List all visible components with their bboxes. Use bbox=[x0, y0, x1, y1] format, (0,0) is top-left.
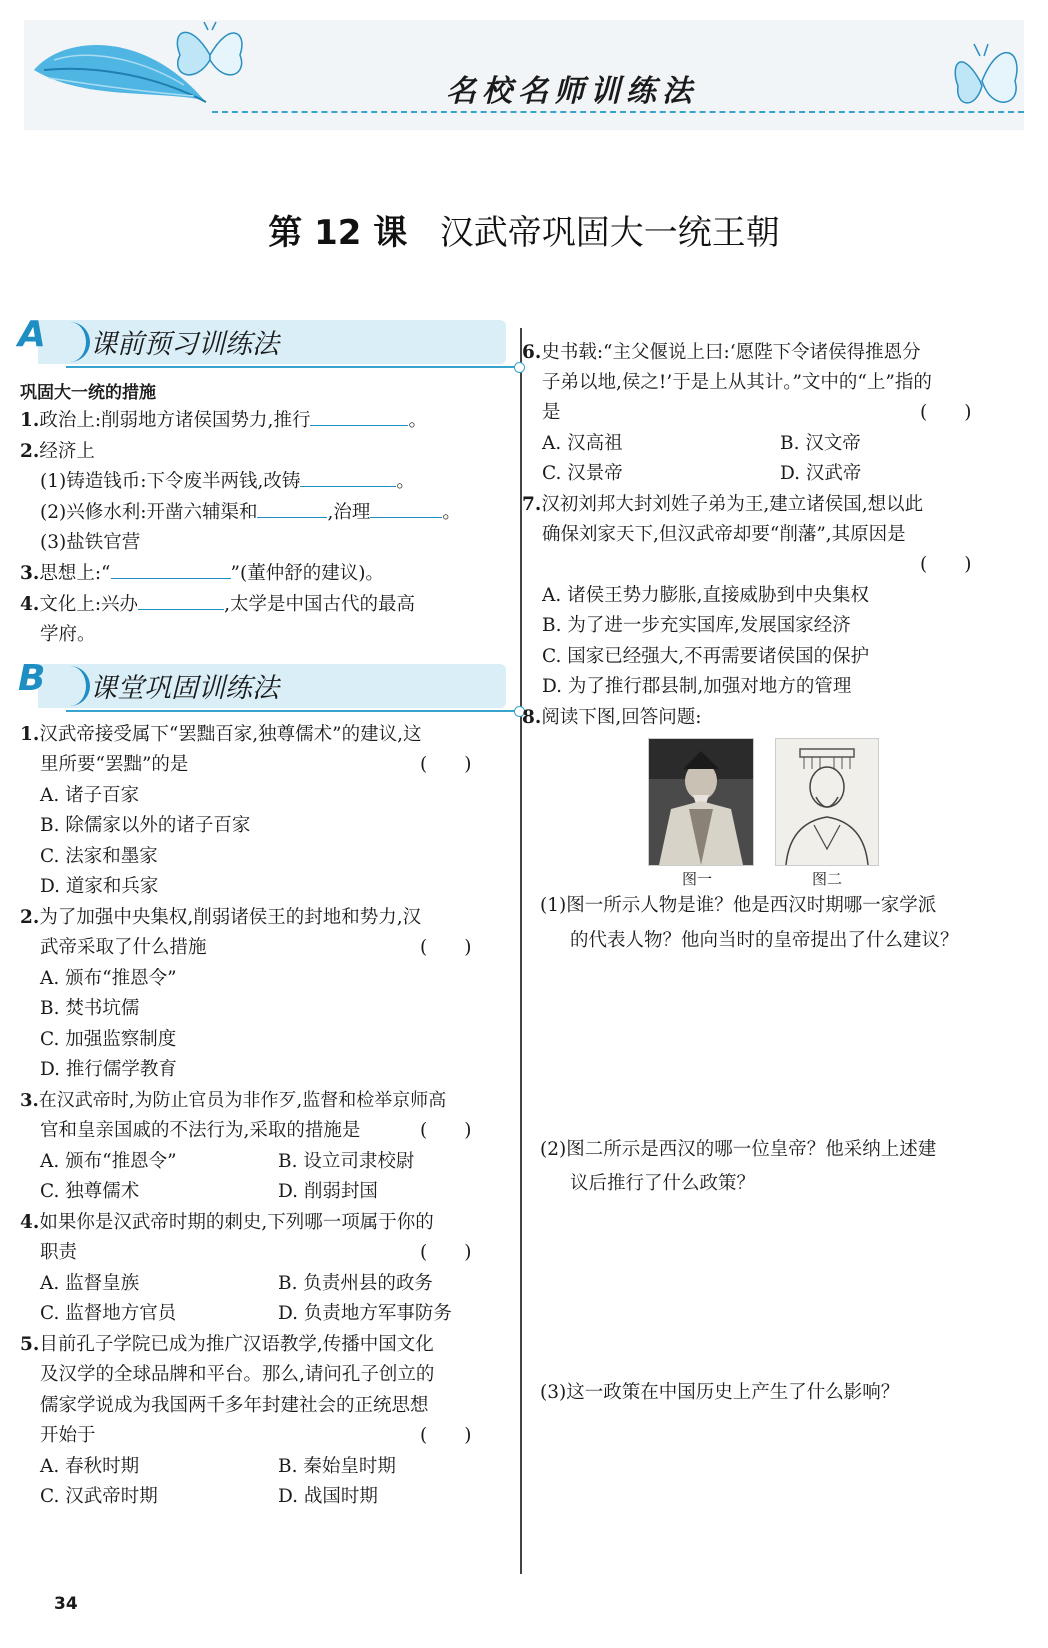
list-item: (1)铸造钱币:下令废半两钱,改铸 。 bbox=[40, 466, 415, 498]
question-text: 武帝采取了什么措施 bbox=[40, 937, 207, 958]
option[interactable]: B. 汉文帝 bbox=[780, 433, 861, 454]
answer-blank[interactable] bbox=[111, 558, 231, 579]
answer-paren[interactable]: ( ) bbox=[420, 1425, 472, 1446]
page-number: 34 bbox=[54, 1594, 78, 1614]
sub-question: (2)图二所示是西汉的哪一位皇帝？他采纳上述建 bbox=[540, 1139, 937, 1160]
section-a-subhead: 巩固大一统的措施 bbox=[20, 383, 156, 403]
list-item: 1.政治上:削弱地方诸侯国势力,推行 。 bbox=[20, 405, 427, 437]
butterfly-icon bbox=[170, 20, 250, 90]
list-item: (3)盐铁官营 bbox=[40, 532, 141, 553]
question-text: 里所要“罢黜”的是 bbox=[40, 754, 189, 775]
figure-caption: 图二 bbox=[812, 870, 843, 888]
question-text: 儒家学说成为我国两千多年封建社会的正统思想 bbox=[40, 1395, 429, 1416]
answer-paren[interactable]: ( ) bbox=[420, 754, 472, 775]
question-text: 8.阅读下图,回答问题: bbox=[522, 707, 702, 728]
answer-paren[interactable]: ( ) bbox=[920, 402, 972, 423]
answer-blank[interactable] bbox=[257, 497, 327, 518]
answer-paren[interactable]: ( ) bbox=[420, 1242, 472, 1263]
answer-paren[interactable]: ( ) bbox=[420, 937, 472, 958]
section-a-title: 课前预习训练法 bbox=[90, 329, 279, 360]
option[interactable]: B. 除儒家以外的诸子百家 bbox=[40, 815, 251, 836]
option[interactable]: D. 负责地方军事防务 bbox=[278, 1303, 452, 1324]
option[interactable]: A. 春秋时期 bbox=[40, 1456, 140, 1477]
option[interactable]: C. 监督地方官员 bbox=[40, 1303, 177, 1324]
section-a-letter: A bbox=[18, 314, 46, 355]
sub-question: 的代表人物？他向当时的皇帝提出了什么建议？ bbox=[570, 930, 959, 951]
question-text: 4.如果你是汉武帝时期的刺史,下列哪一项属于你的 bbox=[20, 1212, 434, 1233]
series-title: 名校名师训练法 bbox=[446, 74, 698, 109]
answer-blank[interactable] bbox=[310, 405, 408, 426]
option[interactable]: A. 诸侯王势力膨胀,直接威胁到中央集权 bbox=[542, 585, 870, 606]
option[interactable]: D. 战国时期 bbox=[278, 1486, 378, 1507]
option[interactable]: C. 国家已经强大,不再需要诸侯国的保护 bbox=[542, 646, 870, 667]
option[interactable]: D. 推行儒学教育 bbox=[40, 1059, 177, 1080]
option[interactable]: D. 削弱封国 bbox=[278, 1181, 378, 1202]
option[interactable]: A. 汉高祖 bbox=[542, 433, 623, 454]
banner-divider bbox=[212, 111, 1024, 113]
option[interactable]: B. 秦始皇时期 bbox=[278, 1456, 396, 1477]
question-text: 5.目前孔子学院已成为推广汉语教学,传播中国文化 bbox=[20, 1334, 434, 1355]
option[interactable]: C. 法家和墨家 bbox=[40, 846, 158, 867]
question-text: 3.在汉武帝时,为防止官员为非作歹,监督和检举京师高 bbox=[20, 1090, 447, 1111]
question-text: 2.为了加强中央集权,削弱诸侯王的封地和势力,汉 bbox=[20, 907, 422, 928]
option[interactable]: A. 颁布“推恩令” bbox=[40, 968, 177, 989]
answer-blank[interactable] bbox=[300, 466, 396, 487]
sub-question: 议后推行了什么政策？ bbox=[570, 1173, 756, 1194]
list-item: 4.文化上:兴办 ,太学是中国古代的最高 bbox=[20, 589, 415, 621]
option[interactable]: D. 为了推行郡县制,加强对地方的管理 bbox=[542, 676, 852, 697]
portrait-dong-zhongshu-image bbox=[648, 738, 754, 866]
option[interactable]: D. 汉武帝 bbox=[780, 463, 862, 484]
option[interactable]: B. 负责州县的政务 bbox=[278, 1273, 433, 1294]
option[interactable]: B. 为了进一步充实国库,发展国家经济 bbox=[542, 615, 851, 636]
option[interactable]: B. 焚书坑儒 bbox=[40, 998, 140, 1019]
question-text: 1.汉武帝接受属下“罢黜百家,独尊儒术”的建议,这 bbox=[20, 724, 422, 745]
option[interactable]: C. 独尊儒术 bbox=[40, 1181, 140, 1202]
lesson-number: 第 12 课 bbox=[268, 213, 408, 253]
question-text: 确保刘家天下,但汉武帝却要“削藩”,其原因是 bbox=[542, 524, 906, 545]
list-item: 2.经济上 bbox=[20, 441, 95, 462]
answer-blank[interactable] bbox=[138, 589, 224, 610]
answer-paren[interactable]: ( ) bbox=[920, 554, 972, 575]
option[interactable]: A. 监督皇族 bbox=[40, 1273, 140, 1294]
sub-question: (3)这一政策在中国历史上产生了什么影响？ bbox=[540, 1382, 900, 1403]
list-item: (2)兴修水利:开凿六辅渠和 ,治理 。 bbox=[40, 497, 461, 529]
section-b-title: 课堂巩固训练法 bbox=[90, 673, 279, 704]
option[interactable]: C. 汉武帝时期 bbox=[40, 1486, 158, 1507]
question-text: 7.汉初刘邦大封刘姓子弟为王,建立诸侯国,想以此 bbox=[522, 494, 924, 515]
question-text: 6.史书载:“主父偃说上曰:‘愿陛下令诸侯得推恩分 bbox=[522, 342, 921, 363]
section-b-header bbox=[18, 660, 506, 716]
option[interactable]: C. 加强监察制度 bbox=[40, 1029, 177, 1050]
answer-paren[interactable]: ( ) bbox=[420, 1120, 472, 1141]
figure-caption: 图一 bbox=[682, 870, 713, 888]
question-text: 官和皇亲国戚的不法行为,采取的措施是 bbox=[40, 1120, 361, 1141]
question-text: 开始于 bbox=[40, 1425, 96, 1446]
question-text: 及汉学的全球品牌和平台。那么,请问孔子创立的 bbox=[40, 1364, 435, 1385]
option[interactable]: D. 道家和兵家 bbox=[40, 876, 159, 897]
option[interactable]: B. 设立司隶校尉 bbox=[278, 1151, 415, 1172]
lesson-title bbox=[0, 205, 1048, 254]
option[interactable]: C. 汉景帝 bbox=[542, 463, 623, 484]
lesson-name: 汉武帝巩固大一统王朝 bbox=[439, 213, 780, 253]
question-text: 子弟以地,侯之!’于是上从其计。”文中的“上”指的 bbox=[542, 372, 932, 393]
option[interactable]: A. 诸子百家 bbox=[40, 785, 140, 806]
question-text: 职责 bbox=[40, 1242, 78, 1263]
butterfly-icon bbox=[950, 36, 1025, 116]
question-text: 是 bbox=[542, 402, 561, 423]
section-a-header bbox=[18, 316, 506, 372]
sub-question: (1)图一所示人物是谁？他是西汉时期哪一家学派 bbox=[540, 895, 937, 916]
list-item: 3.思想上:“ ”(董仲舒的建议)。 bbox=[20, 558, 384, 590]
option[interactable]: A. 颁布“推恩令” bbox=[40, 1151, 177, 1172]
answer-blank[interactable] bbox=[370, 497, 442, 518]
list-item: 学府。 bbox=[40, 624, 96, 645]
portrait-emperor-wu-image bbox=[775, 738, 879, 866]
section-b-letter: B bbox=[18, 658, 46, 699]
